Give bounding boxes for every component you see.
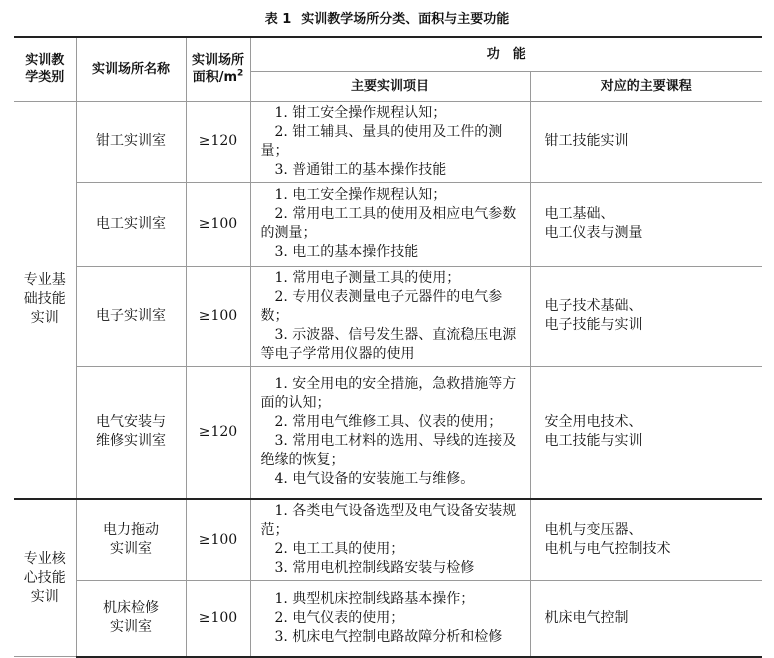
course-line: 安全用电技术、 (544, 414, 643, 431)
item-line: 1. 电工安全操作规程认知； (274, 187, 447, 203)
header-category: 实训教学类别 (14, 37, 76, 101)
item-line: 3. 常用电机控制线路安装与检修 (274, 560, 475, 576)
venue-cell (76, 581, 186, 657)
course-line: 电子技能与实训 (544, 317, 643, 333)
item-line: 1. 各类电气设备选型及电气设备安装规范； (260, 503, 517, 538)
header-area (186, 37, 250, 101)
venue-cell: 电工实训室 (76, 182, 186, 266)
courses-cell (530, 266, 762, 366)
category-text: 专业核心技能实训 (23, 550, 66, 605)
items-cell (250, 266, 530, 366)
area-cell: ≥100 (186, 499, 250, 581)
course-line: 电子技术基础、 (544, 298, 643, 314)
venue-cell (76, 499, 186, 581)
venue-text: 机床检修实训室 (103, 600, 159, 636)
item-line: 3. 机床电气控制电路故障分析和检修 (274, 628, 503, 645)
course-line: 钳工技能实训 (544, 133, 629, 149)
courses-cell (530, 182, 762, 266)
courses-cell (530, 366, 762, 499)
table-row (14, 266, 762, 366)
table-number: 表 1 (264, 12, 292, 27)
table-row (14, 499, 762, 581)
item-line: 1. 常用电子测量工具的使用； (274, 269, 461, 286)
item-line: 2. 常用电气维修工具、仪表的使用； (274, 414, 503, 431)
header-area-text: 实训场所面积/m (191, 53, 244, 86)
course-line: 电工基础、 (544, 206, 615, 222)
venue-text: 电气安装与维修实训室 (96, 414, 166, 450)
item-line: 3. 普通钳工的基本操作技能 (274, 161, 447, 178)
table-row (14, 366, 762, 499)
course-line: 电机与变压器、 (544, 522, 643, 538)
items-cell (250, 581, 530, 657)
item-line: 2. 电工工具的使用； (274, 541, 405, 557)
header-venue: 实训场所名称 (76, 37, 186, 101)
course-line: 机床电气控制 (544, 609, 629, 626)
area-cell: ≥100 (186, 581, 250, 657)
header-function: 功 能 (250, 37, 762, 71)
item-line: 2. 钳工辅具、量具的使用及工件的测量； (260, 123, 503, 159)
area-cell: ≥120 (186, 366, 250, 499)
course-line: 电工仪表与测量 (544, 225, 643, 241)
table-row (14, 581, 762, 657)
category-cell (14, 101, 76, 499)
items-cell (250, 101, 530, 182)
item-line: 1. 典型机床控制线路基本操作； (274, 590, 475, 607)
courses-cell (530, 101, 762, 182)
venue-cell: 钳工实训室 (76, 101, 186, 182)
venue-cell: 电子实训室 (76, 266, 186, 366)
table-row (14, 101, 762, 182)
item-line: 2. 电气仪表的使用； (274, 609, 405, 626)
item-line: 2. 专用仪表测量电子元器件的电气参数； (260, 288, 503, 324)
area-cell: ≥100 (186, 266, 250, 366)
courses-cell (530, 499, 762, 581)
area-cell: ≥100 (186, 182, 250, 266)
table-title: 实训教学场所分类、面积与主要功能 (301, 12, 510, 27)
courses-cell (530, 581, 762, 657)
venue-function-table (14, 36, 762, 658)
items-cell (250, 182, 530, 266)
header-courses: 对应的主要课程 (530, 71, 762, 101)
items-cell (250, 366, 530, 499)
item-line: 1. 钳工安全操作规程认知； (274, 104, 447, 121)
table-row (14, 182, 762, 266)
item-line: 3. 示波器、信号发生器、直流稳压电源等电子学常用仪器的使用 (260, 326, 517, 362)
item-line: 4. 电气设备的安装施工与维修。 (274, 471, 475, 488)
course-line: 电机与电气控制技术 (544, 541, 671, 557)
venue-cell (76, 366, 186, 499)
course-line: 电工技能与实训 (544, 433, 643, 450)
items-cell (250, 499, 530, 581)
table-caption (0, 8, 774, 27)
item-line: 1. 安全用电的安全措施，急救措施等方面的认知； (260, 376, 517, 412)
category-text: 专业基础技能实训 (23, 272, 66, 327)
area-cell: ≥120 (186, 101, 250, 182)
header-area-sup: 2 (237, 68, 244, 79)
venue-text: 电力拖动实训室 (103, 522, 159, 557)
item-line: 3. 常用电工材料的选用、导线的连接及绝缘的恢复； (260, 433, 517, 469)
item-line: 2. 常用电工工具的使用及相应电气参数的测量； (260, 206, 517, 241)
header-items: 主要实训项目 (250, 71, 530, 101)
item-line: 3. 电工的基本操作技能 (274, 244, 419, 260)
category-cell (14, 499, 76, 657)
